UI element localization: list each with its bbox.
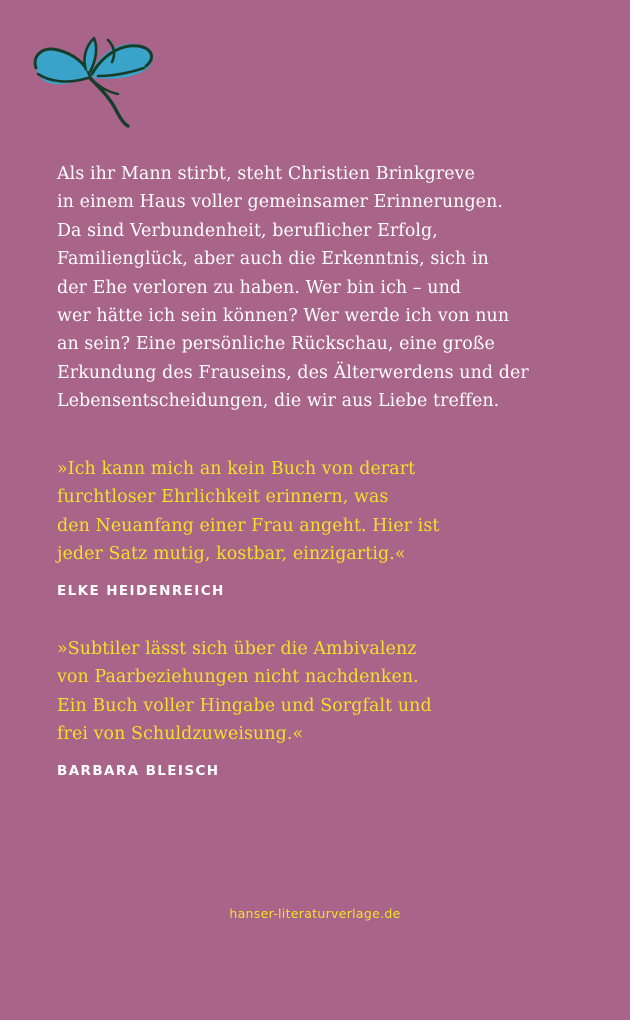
flower-icon	[28, 30, 166, 130]
blurb-line: Als ihr Mann stirbt, steht Christien Brinkgreve	[57, 164, 475, 184]
publisher-website: hanser-literaturverlage.de	[229, 906, 401, 921]
review-author-1: ELKE HEIDENREICH	[57, 583, 225, 599]
review-quote-1	[57, 455, 597, 569]
blurb-line: der Ehe verloren zu haben. Wer bin ich – und	[57, 277, 462, 298]
blurb-line: wer hätte ich sein können? Wer werde ich von nun	[57, 306, 510, 327]
quote-line: »Subtiler lässt sich über die Ambivalenz	[57, 639, 417, 659]
quote-line: »Ich kann mich an kein Buch von derart	[57, 459, 416, 479]
blurb-line: an sein? Eine persönliche Rückschau, eine große	[57, 334, 495, 355]
book-blurb	[57, 160, 597, 416]
blurb-line: in einem Haus voller gemeinsamer Erinnerungen.	[57, 192, 504, 213]
review-author-2: BARBARA BLEISCH	[57, 763, 220, 779]
review-quote-2	[57, 635, 597, 749]
quote-line: Ein Buch voller Hingabe und Sorgfalt und	[57, 695, 432, 716]
quote-line: den Neuanfang einer Frau angeht. Hier ist	[57, 515, 440, 536]
quote-line: frei von Schuldzuweisung.«	[57, 724, 304, 745]
blurb-line: Erkundung des Frauseins, des Älterwerdens und der	[57, 362, 529, 383]
blurb-line: Da sind Verbundenheit, beruflicher Erfolg,	[57, 220, 438, 241]
quote-line: jeder Satz mutig, kostbar, einzigartig.«	[57, 544, 406, 565]
quote-line: furchtloser Ehrlichkeit erinnern, was	[57, 487, 389, 508]
blurb-line: Lebensentscheidungen, die wir aus Liebe treffen.	[57, 391, 500, 412]
blurb-line: Familienglück, aber auch die Erkenntnis, sich in	[57, 249, 489, 270]
quote-line: von Paarbeziehungen nicht nachdenken.	[57, 667, 419, 688]
